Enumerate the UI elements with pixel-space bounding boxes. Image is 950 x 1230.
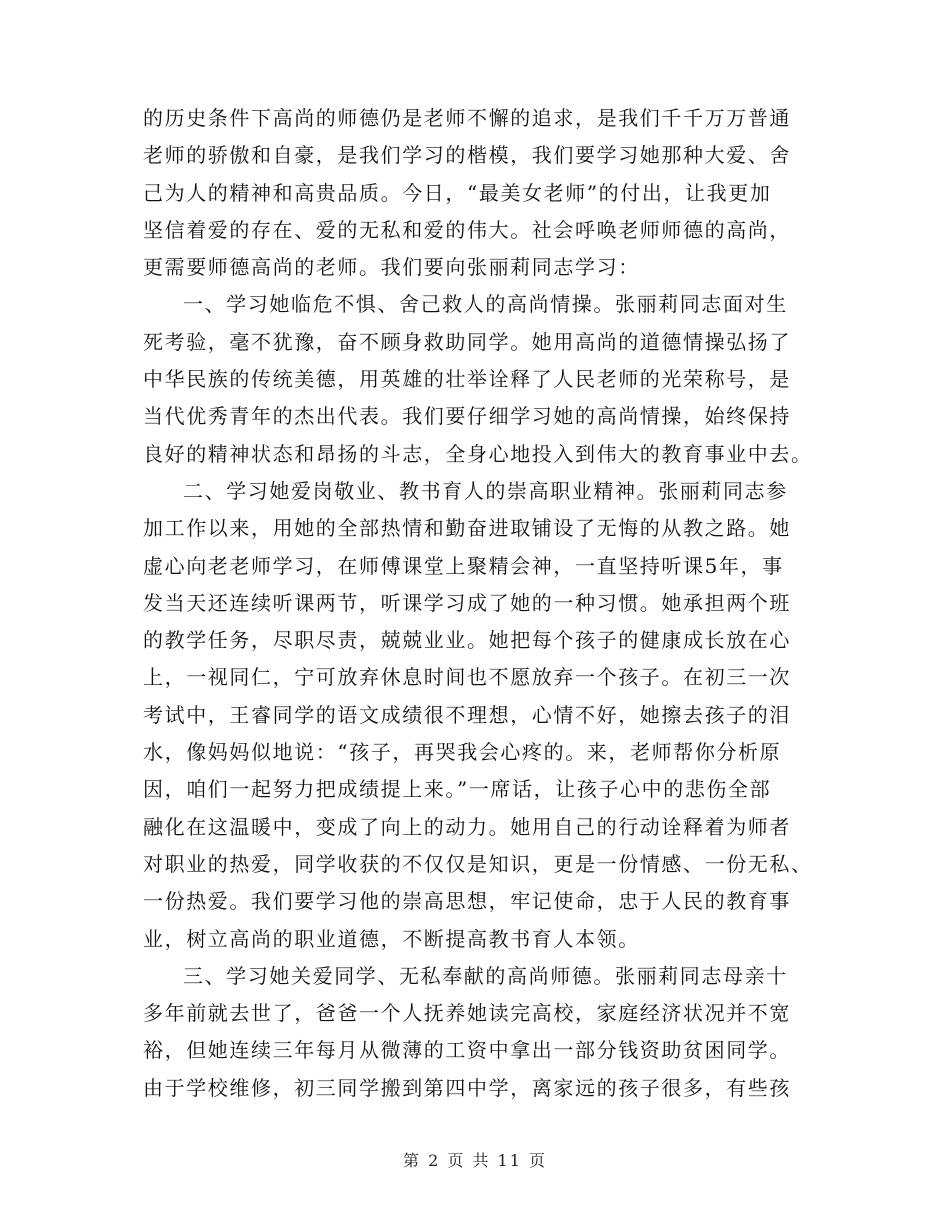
text-line: 上，一视同仁，宁可放弃休息时间也不愿放弃一个孩子。在初三一次 [143, 665, 791, 690]
text-line: 发当天还连续听课两节，听课学习成了她的一种习惯。她承担两个班 [143, 590, 791, 615]
text-line: 的历史条件下高尚的师德仍是老师不懈的追求，是我们千千万万普通 [143, 106, 791, 130]
section-2-first-line: 二、学习她爱岗敬业、教书育人的崇高职业精神。张丽莉同志参 [183, 478, 788, 503]
text-line: 裕，但她连续三年每月从微薄的工资中拿出一部分钱资助贫困同学。 [143, 1038, 791, 1063]
text-line: 良好的精神状态和昂扬的斗志，全身心地投入到伟大的教育事业中去。 [143, 441, 813, 466]
text-line: 当代优秀青年的杰出代表。我们要仔细学习她的高尚情操，始终保持 [143, 404, 791, 429]
text-line: 老师的骄傲和自豪，是我们学习的楷模，我们要学习她那种大爱、舍 [143, 143, 791, 168]
text-line: 己为人的精神和高贵品质。今日，“最美女老师”的付出，让我更加 [143, 180, 772, 205]
text-line: 由于学校维修，初三同学搬到第四中学，离家远的孩子很多，有些孩 [143, 1075, 791, 1100]
text-line: 坚信着爱的存在、爱的无私和爱的伟大。社会呼唤老师师德的高尚， [143, 217, 791, 242]
section-3-first-line: 三、学习她关爱同学、无私奉献的高尚师德。张丽莉同志母亲十 [183, 963, 788, 988]
text-line: 考试中，王睿同学的语文成绩很不理想，心情不好，她擦去孩子的泪 [143, 702, 791, 727]
text-line: 的教学任务，尽职尽责，兢兢业业。她把每个孩子的健康成长放在心 [143, 628, 791, 653]
text-line: 融化在这温暖中，变成了向上的动力。她用自己的行动诠释着为师者 [143, 814, 791, 839]
text-line: 多年前就去世了，爸爸一个人抚养她读完高校，家庭经济状况并不宽 [143, 1001, 791, 1026]
section-1-first-line: 一、学习她临危不惧、舍己救人的高尚情操。张丽莉同志面对生 [183, 292, 788, 317]
document-body [143, 100, 813, 1107]
text-line: 虚心向老老师学习，在师傅课堂上聚精会神，一直坚持听课5年，事 [143, 553, 784, 578]
text-line: 死考验，毫不犹豫，奋不顾身救助同学。她用高尚的道德情操弘扬了 [143, 329, 791, 354]
page-number-footer: 第 2 页 共 11 页 [403, 1151, 547, 1170]
text-line: 中华民族的传统美德，用英雄的壮举诠释了人民老师的光荣称号，是 [143, 367, 791, 392]
text-line: 因，咱们一起努力把成绩提上来。”一席话，让孩子心中的悲伤全部 [143, 777, 772, 802]
text-line: 水，像妈妈似地说：“孩子，再哭我会心疼的。来，老师帮你分析原 [143, 740, 782, 765]
text-line: 更需要师德高尚的老师。我们要向张丽莉同志学习： [143, 255, 640, 280]
text-line: 业，树立高尚的职业道德，不断提高教书育人本领。 [143, 926, 640, 951]
text-line: 加工作以来，用她的全部热情和勤奋进取铺设了无悔的从教之路。她 [143, 516, 791, 541]
text-line: 一份热爱。我们要学习他的崇高思想，牢记使命，忠于人民的教育事 [143, 889, 791, 914]
text-line: 对职业的热爱，同学收获的不仅仅是知识，更是一份情感、一份无私、 [143, 851, 813, 876]
